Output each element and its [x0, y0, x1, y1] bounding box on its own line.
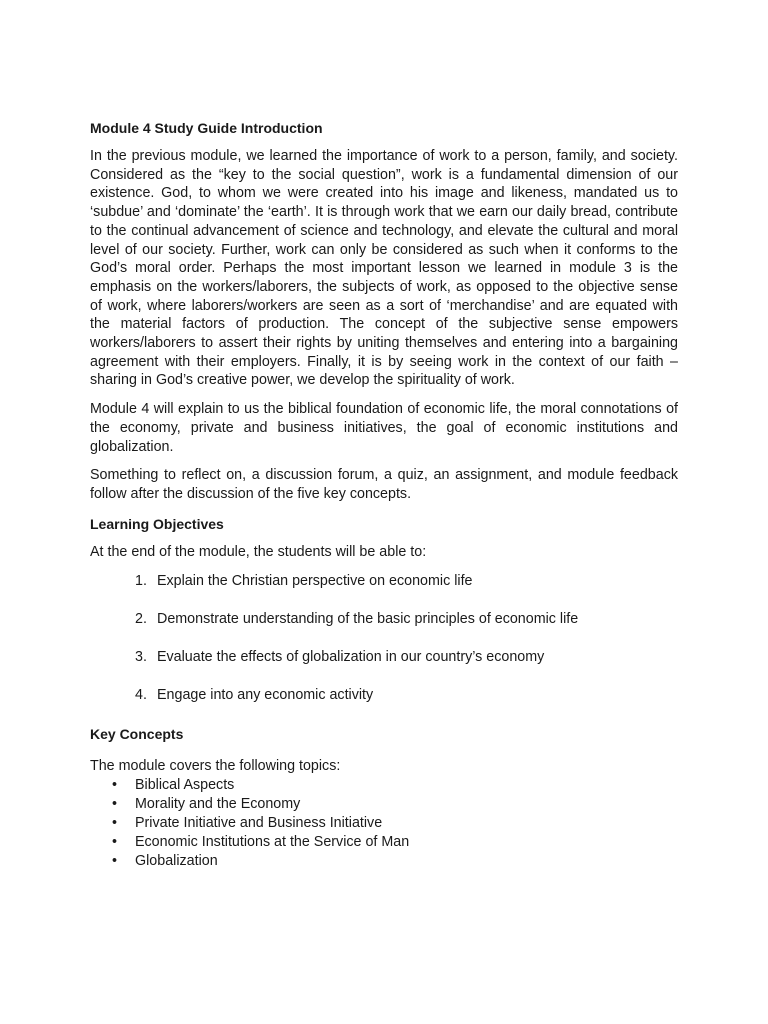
topic-text: Private Initiative and Business Initiative	[135, 815, 383, 832]
topic-text: Morality and the Economy	[135, 796, 301, 813]
topic-text: Biblical Aspects	[135, 777, 235, 794]
topic-item	[90, 852, 678, 871]
learning-objectives-heading: Learning Objectives	[90, 515, 224, 532]
objective-number: 4.	[135, 687, 147, 704]
topic-item	[90, 814, 678, 833]
bullet-icon: •	[112, 834, 118, 851]
bullet-icon: •	[112, 853, 118, 870]
objective-text: Evaluate the effects of globalization in our country’s economy	[157, 649, 545, 666]
bullet-icon: •	[112, 796, 118, 813]
key-concepts-list	[90, 776, 678, 871]
key-concepts-lead: The module covers the following topics:	[90, 758, 341, 775]
topic-text: Globalization	[135, 853, 218, 870]
objective-text: Explain the Christian perspective on economic life	[157, 573, 473, 590]
objective-item	[90, 610, 678, 648]
objective-item	[90, 648, 678, 686]
key-concepts-heading: Key Concepts	[90, 726, 184, 743]
objective-number: 1.	[135, 573, 147, 590]
document-title: Module 4 Study Guide Introduction	[90, 120, 323, 136]
learning-objectives-lead: At the end of the module, the students will be able to:	[90, 543, 427, 560]
objective-number: 3.	[135, 649, 147, 666]
objective-text: Engage into any economic activity	[157, 687, 374, 704]
intro-paragraph-1: In the previous module, we learned the importance of work to a person, family, and society. Considered as the “key to the social question”, work is a fundamental dimension of our existence. God, to whom we were created into his image and likeness, mandated us to ‘subdue’ and ‘dominate’ the ‘earth’. It is through work that we earn our daily bread, contribute to the continual advancement of science and technology, and elevate the cultural and moral level of our society. Further, work can only be considered as such when it conforms to the God’s moral order. Perhaps the most important lesson we learned in module 3 is the emphasis on the workers/laborers, the subjects of work, as opposed to the objective sense of work, where laborers/workers are seen as a sort of ‘merchandise’ and are equated with the material factors of production. The concept of the subjective sense empowers workers/laborers to assert their rights by uniting themselves and entering into a bargaining agreement with their employers. Finally, it is by seeing work in the context of our faith – sharing in God’s creative power, we develop the spirituality of work.	[90, 148, 678, 389]
objective-item	[90, 572, 678, 610]
bullet-icon: •	[112, 815, 118, 832]
topic-item	[90, 795, 678, 814]
learning-objectives-list	[90, 572, 678, 724]
topic-item	[90, 833, 678, 852]
bullet-icon: •	[112, 777, 118, 794]
topic-item	[90, 776, 678, 795]
objective-text: Demonstrate understanding of the basic principles of economic life	[157, 611, 579, 628]
topic-text: Economic Institutions at the Service of Man	[135, 834, 410, 851]
intro-paragraph-3: Something to reflect on, a discussion forum, a quiz, an assignment, and module feedback follow after the discussion of the five key concepts.	[90, 467, 678, 502]
document-page	[90, 118, 678, 871]
objective-item	[90, 686, 678, 724]
objective-number: 2.	[135, 611, 147, 628]
intro-paragraph-2: Module 4 will explain to us the biblical foundation of economic life, the moral connotations of the economy, private and business initiatives, the goal of economic institutions and globalization.	[90, 401, 678, 455]
